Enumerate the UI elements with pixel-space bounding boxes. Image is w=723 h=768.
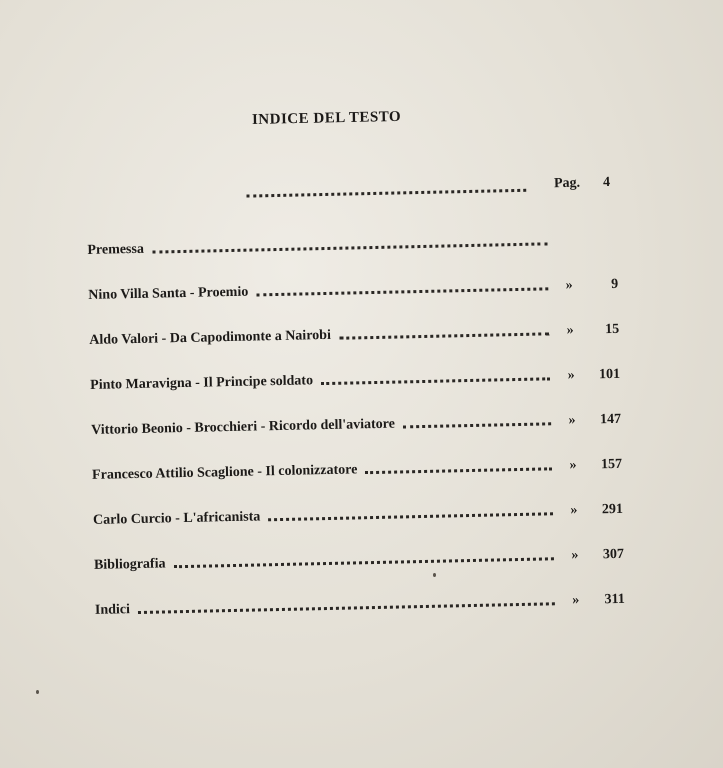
ditto-mark: » — [568, 412, 576, 428]
entry-page: 157 — [600, 456, 623, 473]
leader-dots — [246, 183, 526, 198]
entry-title: Nino Villa Santa - Proemio — [88, 284, 249, 303]
entry-title: Indici — [94, 602, 131, 618]
leader-dots — [138, 601, 555, 614]
entry-title: Aldo Valori - Da Capodimonte a Nairobi — [89, 327, 332, 348]
page-title: INDICE DEL TESTO — [251, 108, 402, 128]
entry-title: Francesco Attilio Scaglione - Il colonizzatore — [91, 462, 358, 483]
entry-page: 311 — [604, 591, 625, 608]
entry-title: Pinto Maravigna - Il Principe soldato — [90, 373, 314, 393]
leader-dots — [403, 421, 551, 428]
leader-dots — [339, 331, 549, 339]
entry-page: 307 — [602, 546, 625, 563]
entry-title: Bibliografia — [93, 556, 166, 573]
entry-title: Carlo Curcio - L'africanista — [92, 509, 261, 528]
entry-page: 15 — [605, 321, 620, 338]
page-label: Pag. — [553, 175, 581, 192]
ditto-mark: » — [572, 592, 580, 608]
ditto-mark: » — [569, 457, 577, 473]
page-number: 4 — [602, 175, 611, 191]
entry-title: Vittorio Beonio - Brocchieri - Ricordo dell'aviatore — [91, 416, 396, 438]
ditto-mark: » — [566, 322, 574, 338]
entry-page: 101 — [598, 366, 621, 383]
table-of-contents — [86, 173, 625, 619]
entry-page: 291 — [601, 501, 624, 518]
leader-dots — [321, 376, 550, 385]
ditto-mark: » — [565, 277, 573, 293]
leader-dots — [365, 466, 552, 474]
entry-title: Premessa — [87, 241, 145, 258]
paper-speck — [36, 690, 39, 694]
paper-speck — [433, 573, 436, 577]
ditto-mark: » — [571, 547, 579, 563]
ditto-mark: » — [567, 367, 575, 383]
ditto-mark: » — [570, 502, 578, 518]
entry-page: 9 — [611, 276, 619, 293]
entry-page: 147 — [599, 411, 622, 428]
